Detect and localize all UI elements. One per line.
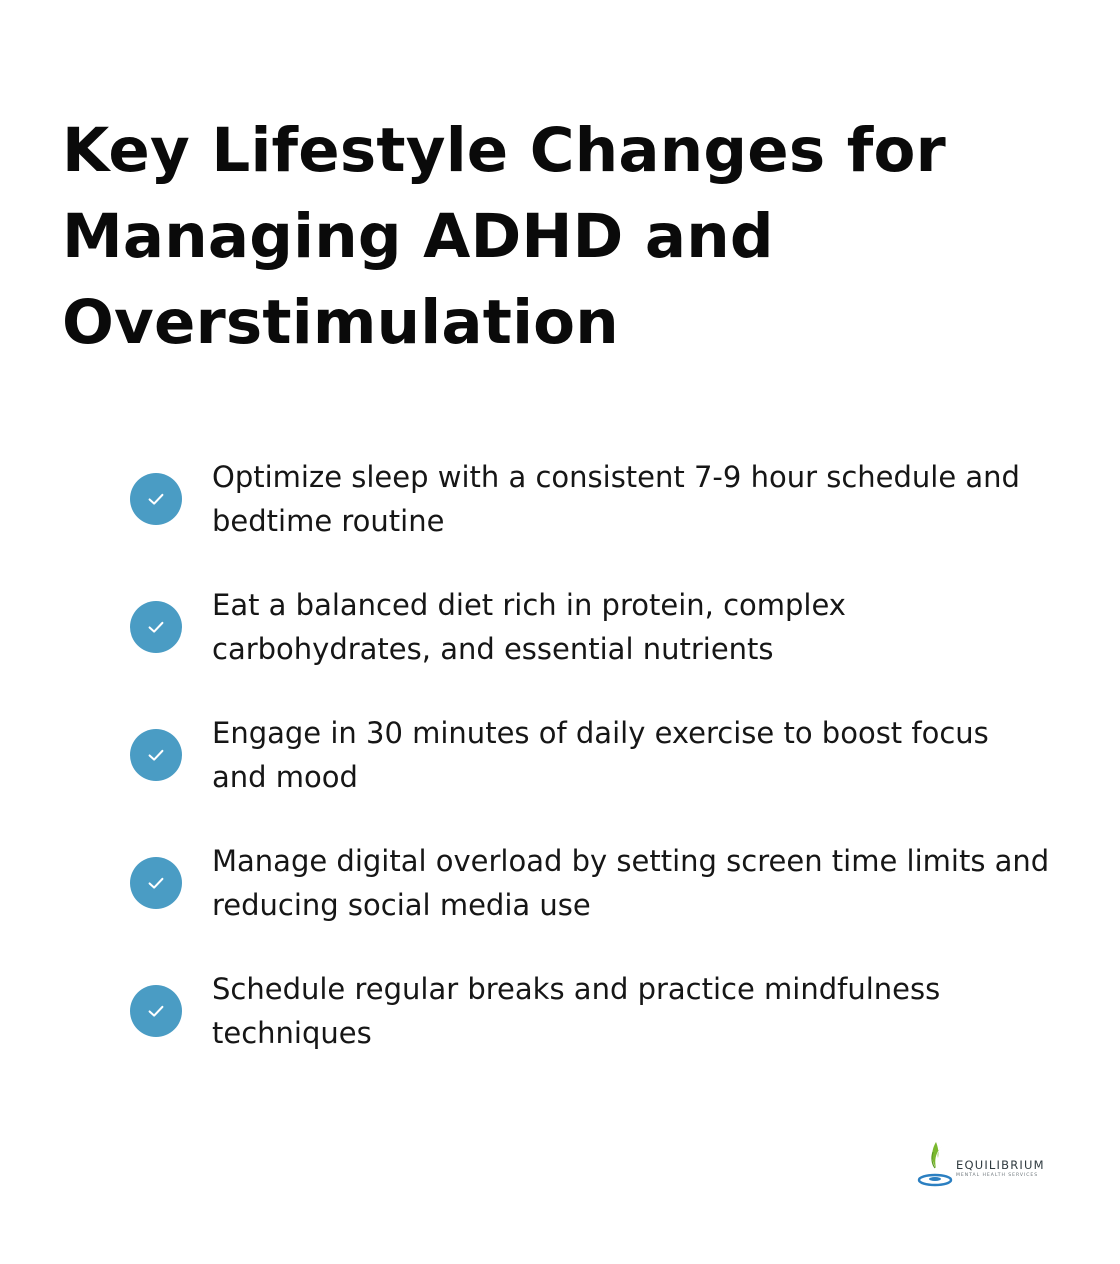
- brand-logo: [916, 1138, 1056, 1190]
- checklist: [130, 455, 1050, 1095]
- list-item-text: Manage digital overload by setting screen time limits and reducing social media use: [212, 844, 1050, 922]
- list-item: [130, 967, 1050, 1095]
- list-item: [130, 839, 1050, 967]
- list-item-text: Engage in 30 minutes of daily exercise to boost focus and mood: [212, 716, 989, 794]
- equilibrium-logo-icon: [916, 1138, 954, 1190]
- brand-name: EQUILIBRIUM: [956, 1158, 1045, 1172]
- list-item: [130, 455, 1050, 583]
- list-item-text: Optimize sleep with a consistent 7-9 hour schedule and bedtime routine: [212, 460, 1020, 538]
- list-item: [130, 711, 1050, 839]
- brand-tagline: MENTAL HEALTH SERVICES: [956, 1173, 1039, 1178]
- list-item: [130, 583, 1050, 711]
- check-icon: [130, 985, 182, 1037]
- list-item-text: Eat a balanced diet rich in protein, complex carbohydrates, and essential nutrients: [212, 588, 846, 666]
- check-icon: [130, 601, 182, 653]
- check-icon: [130, 473, 182, 525]
- check-icon: [130, 857, 182, 909]
- list-item-text: Schedule regular breaks and practice mindfulness techniques: [212, 972, 941, 1050]
- check-icon: [130, 729, 182, 781]
- page-title: Key Lifestyle Changes for Managing ADHD and Overstimulation: [62, 115, 946, 358]
